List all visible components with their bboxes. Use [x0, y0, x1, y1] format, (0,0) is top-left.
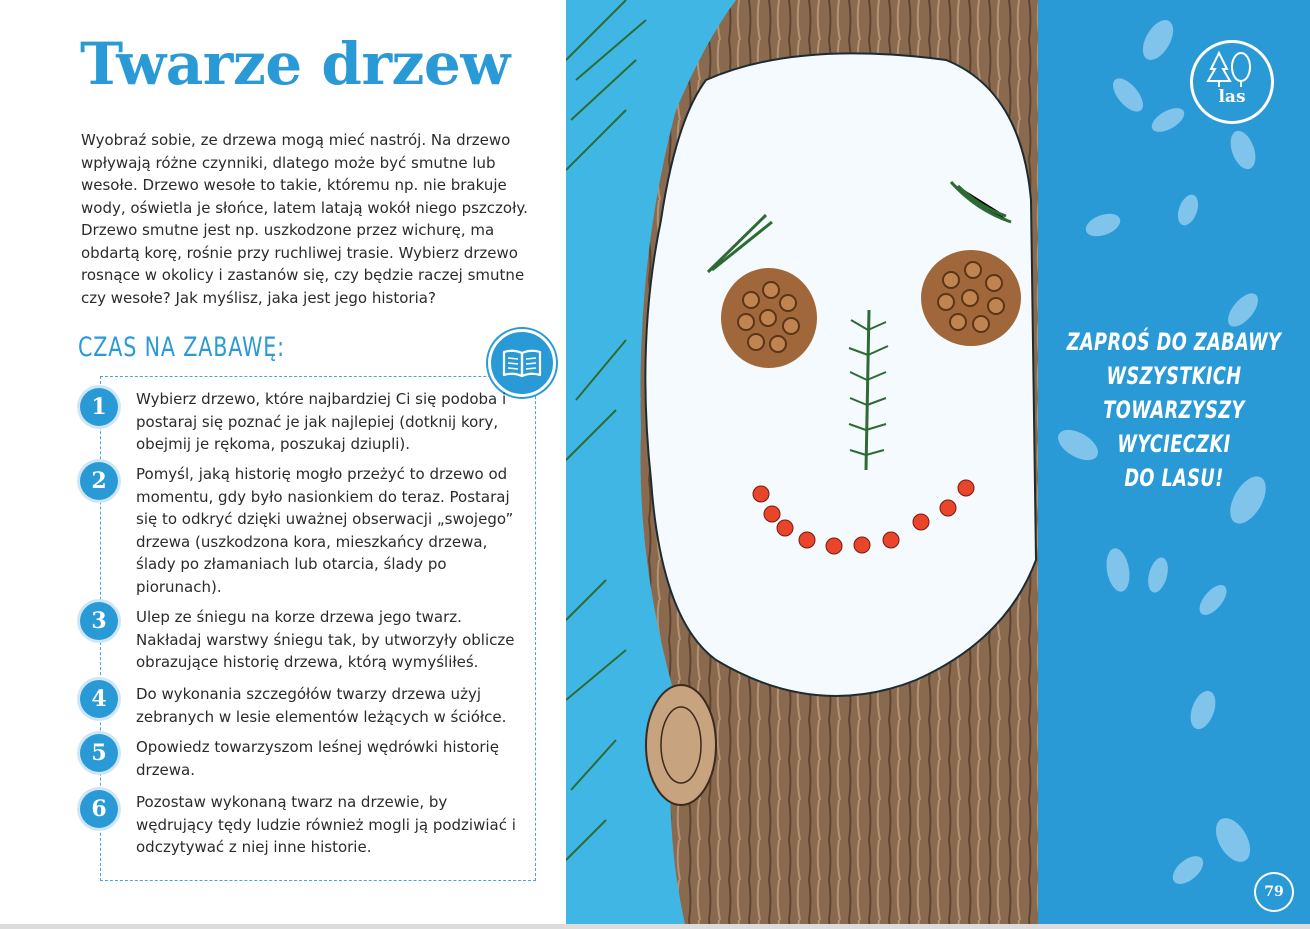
step-number: 3	[80, 602, 118, 640]
tree-face-illustration	[566, 0, 1038, 929]
las-label: las	[1218, 87, 1246, 107]
step-number: 4	[80, 680, 118, 718]
invite-line: TOWARZYSZY	[1103, 396, 1245, 424]
step-text: Do wykonania szczegółów twarzy drzewa użyj zebranych w lesie elementów leżących w ściółce.	[136, 685, 507, 726]
step-text: Wybierz drzewo, które najbardziej Ci się podoba i postaraj się poznać je jak najlepiej (dotknij kory, obejmij je rękoma, poszukaj dziupli).	[136, 390, 507, 453]
tree-icon	[1193, 43, 1271, 93]
activity-heading: CZAS NA ZABAWĘ:	[78, 332, 285, 363]
pinecone-eye-left	[721, 268, 817, 368]
bottom-bar	[0, 924, 1310, 929]
invite-line: WYCIECZKI	[1117, 430, 1231, 458]
step-text: Pozostaw wykonaną twarz na drzewie, by wędrujący tędy ludzie również mogli ją podziwiać i odczytywać z niej inne historie.	[136, 793, 516, 856]
step-text: Opowiedz towarzyszom leśnej wędrówki historię drzewa.	[136, 738, 499, 779]
invite-line: DO LASU!	[1124, 464, 1224, 492]
step-number: 1	[80, 388, 118, 426]
invite-line: ZAPROŚ DO ZABAWY	[1066, 328, 1282, 356]
page-number: 79	[1254, 872, 1294, 912]
invite-text	[1062, 325, 1285, 495]
intro-paragraph: Wyobraź sobie, ze drzewa mogą mieć nastrój. Na drzewo wpływają różne czynniki, dlatego może być smutne lub wesołe. Drzewo wesołe to takie, któremu np. nie brakuje wody, oświetla je słońce, latem latają wokół niego pszczoły. Drzewo smutne jest np. uszkodzone przez wichurę, ma obdartą korę, rośnie przy ruchliwej trasie. Wybierz drzewo rosnące w okolicy i zastanów się, czy będzie raczej smutne czy wesołe? Jak myślisz, jaka jest jego historia?	[81, 131, 528, 307]
step-number: 6	[80, 790, 118, 828]
step-number: 5	[80, 734, 118, 772]
step-number: 2	[80, 462, 118, 500]
step-text: Pomyśl, jaką historię mogło przeżyć to drzewo od momentu, gdy było nasionkiem do teraz. Postaraj się to odkryć dzięki uważnej obserwacji „swojego” drzewa (uszkodzona kora, mieszkańcy drzewa, ślady po złamaniach lub otarcia, ślady po piorunach).	[136, 465, 514, 596]
pinecone-eye-right	[921, 250, 1021, 346]
page-title: Twarze drzew	[80, 30, 510, 98]
las-badge	[1190, 40, 1274, 124]
book-icon	[488, 329, 556, 397]
invite-line: WSZYSTKICH	[1106, 362, 1242, 390]
left-page	[0, 0, 566, 929]
step-text: Ulep ze śniegu na korze drzewa jego twarz. Nakładaj warstwy śniegu tak, by utworzyły oblicze obrazujące historię drzewa, którą wymyśliłeś.	[136, 608, 515, 671]
